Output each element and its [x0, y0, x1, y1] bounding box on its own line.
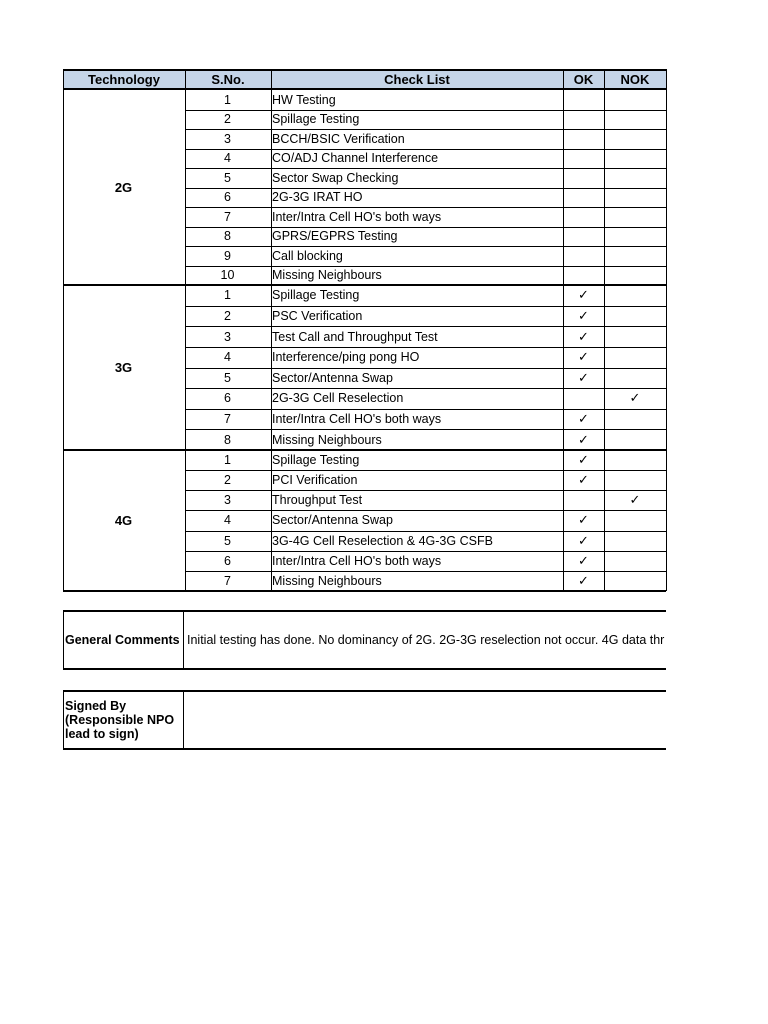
row-sno: 6 [224, 190, 231, 205]
row-checklist-item: 2G-3G IRAT HO [272, 190, 363, 205]
row-checklist-item: HW Testing [272, 92, 336, 107]
row-checklist-item: 3G-4G Cell Reselection & 4G-3G CSFB [272, 533, 493, 548]
row-checklist-item: Spillage Testing [272, 288, 360, 303]
row-sno: 6 [224, 553, 231, 568]
row-sno: 4 [224, 350, 231, 365]
row-divider [185, 531, 666, 532]
row-sno: 7 [224, 573, 231, 588]
row-checklist-item: Spillage Testing [272, 453, 360, 468]
row-checklist-item: Call blocking [272, 248, 343, 263]
row-divider [185, 388, 666, 389]
signed-by-label: Signed By (Responsible NPO lead to sign) [63, 692, 184, 748]
row-checklist-item: Inter/Intra Cell HO's both ways [272, 209, 442, 224]
row-checklist-item: PCI Verification [272, 473, 358, 488]
row-sno: 1 [224, 288, 231, 303]
row-sno: 1 [224, 453, 231, 468]
row-nok-mark [604, 429, 666, 450]
row-nok-mark [604, 110, 666, 130]
row-nok-mark [604, 470, 666, 490]
row-checklist-item: Spillage Testing [272, 112, 360, 127]
row-divider [185, 510, 666, 511]
row-divider [185, 188, 666, 189]
row-nok-mark [604, 149, 666, 169]
row-ok-mark: ✓ [578, 452, 589, 468]
row-nok-mark: ✓ [629, 492, 641, 508]
row-ok-mark [564, 90, 603, 110]
group-divider [63, 590, 666, 592]
row-ok-mark [564, 388, 603, 409]
row-ok-mark: ✓ [578, 572, 589, 588]
row-checklist-item: Missing Neighbours [272, 573, 382, 588]
row-sno: 8 [224, 432, 231, 447]
row-ok-mark: ✓ [578, 349, 589, 365]
row-divider [185, 368, 666, 369]
row-nok-mark: ✓ [629, 390, 641, 406]
row-ok-mark [564, 246, 603, 266]
row-ok-mark [564, 188, 603, 208]
header-technology: Technology [63, 69, 185, 90]
row-nok-mark [604, 326, 666, 347]
row-divider [185, 266, 666, 267]
row-ok-mark [564, 490, 603, 510]
row-nok-mark [604, 227, 666, 247]
row-ok-mark: ✓ [578, 328, 589, 344]
row-sno: 7 [224, 412, 231, 427]
row-ok-mark [564, 129, 603, 149]
row-sno: 3 [224, 493, 231, 508]
row-checklist-item: CO/ADJ Channel Interference [272, 151, 439, 166]
row-ok-mark: ✓ [578, 307, 589, 323]
row-sno: 4 [224, 151, 231, 166]
row-sno: 1 [224, 92, 231, 107]
row-ok-mark [564, 110, 603, 130]
technology-cell: 2G [114, 180, 133, 195]
row-ok-mark: ✓ [578, 532, 589, 548]
row-nok-mark [604, 510, 666, 530]
row-checklist-item: Sector/Antenna Swap [272, 370, 393, 385]
row-sno: 3 [224, 329, 231, 344]
row-nok-mark [604, 306, 666, 327]
row-sno: 10 [220, 268, 235, 283]
row-nok-mark [604, 409, 666, 430]
header-checklist: Check List [271, 69, 563, 90]
row-divider [185, 347, 666, 348]
row-nok-mark [604, 571, 666, 591]
header-ok: OK [563, 69, 604, 90]
row-sno: 7 [224, 209, 231, 224]
row-checklist-item: 2G-3G Cell Reselection [272, 391, 404, 406]
row-divider [185, 306, 666, 307]
row-sno: 8 [224, 229, 231, 244]
row-divider [185, 129, 666, 130]
row-checklist-item: Throughput Test [272, 493, 363, 508]
row-sno: 5 [224, 370, 231, 385]
row-sno: 5 [224, 533, 231, 548]
general-comments-label: General Comments [63, 612, 184, 668]
row-sno: 6 [224, 391, 231, 406]
row-divider [185, 207, 666, 208]
general-comments-value: Initial testing has done. No dominancy of 2G. 2G-3G reselection not occur. 4G data thr [187, 633, 665, 647]
row-nok-mark [604, 285, 666, 306]
row-ok-mark [564, 149, 603, 169]
row-divider [185, 168, 666, 169]
row-sno: 2 [224, 112, 231, 127]
row-sno: 2 [224, 473, 231, 488]
row-nok-mark [604, 450, 666, 470]
row-divider [185, 470, 666, 471]
row-nok-mark [604, 207, 666, 227]
row-ok-mark: ✓ [578, 472, 589, 488]
row-checklist-item: Interference/ping pong HO [272, 350, 420, 365]
row-ok-mark: ✓ [578, 287, 589, 303]
row-nok-mark [604, 168, 666, 188]
row-divider [185, 429, 666, 430]
signed-by-section [63, 690, 666, 750]
row-nok-mark [604, 347, 666, 368]
row-checklist-item: Sector Swap Checking [272, 170, 399, 185]
row-ok-mark: ✓ [578, 431, 589, 447]
row-nok-mark [604, 368, 666, 389]
row-ok-mark: ✓ [578, 552, 589, 568]
row-nok-mark [604, 129, 666, 149]
row-divider [185, 490, 666, 491]
row-nok-mark [604, 531, 666, 551]
row-sno: 9 [224, 248, 231, 263]
row-checklist-item: Inter/Intra Cell HO's both ways [272, 553, 442, 568]
row-nok-mark [604, 246, 666, 266]
row-ok-mark [564, 168, 603, 188]
row-ok-mark: ✓ [578, 512, 589, 528]
row-nok-mark [604, 551, 666, 571]
row-ok-mark [564, 266, 603, 286]
row-checklist-item: BCCH/BSIC Verification [272, 131, 405, 146]
row-sno: 3 [224, 131, 231, 146]
row-checklist-item: Missing Neighbours [272, 432, 382, 447]
row-ok-mark: ✓ [578, 411, 589, 427]
row-checklist-item: PSC Verification [272, 308, 363, 323]
row-ok-mark: ✓ [578, 369, 589, 385]
row-divider [185, 227, 666, 228]
row-nok-mark [604, 90, 666, 110]
row-ok-mark [564, 227, 603, 247]
row-sno: 4 [224, 513, 231, 528]
table-gridline [666, 69, 667, 591]
row-nok-mark [604, 266, 666, 286]
row-checklist-item: Inter/Intra Cell HO's both ways [272, 412, 442, 427]
row-divider [185, 110, 666, 111]
row-divider [185, 409, 666, 410]
general-comments-section [63, 610, 666, 670]
row-checklist-item: Missing Neighbours [272, 268, 382, 283]
row-checklist-item: GPRS/EGPRS Testing [272, 229, 398, 244]
row-divider [185, 149, 666, 150]
header-sno: S.No. [185, 69, 271, 90]
row-divider [185, 571, 666, 572]
row-divider [185, 246, 666, 247]
row-checklist-item: Sector/Antenna Swap [272, 513, 393, 528]
row-divider [185, 551, 666, 552]
row-sno: 5 [224, 170, 231, 185]
row-sno: 2 [224, 308, 231, 323]
technology-cell: 4G [114, 513, 133, 528]
row-checklist-item: Test Call and Throughput Test [272, 329, 438, 344]
row-divider [185, 326, 666, 327]
header-nok: NOK [604, 69, 666, 90]
row-ok-mark [564, 207, 603, 227]
signed-by-value [185, 692, 666, 748]
technology-cell: 3G [114, 360, 133, 375]
row-nok-mark [604, 188, 666, 208]
